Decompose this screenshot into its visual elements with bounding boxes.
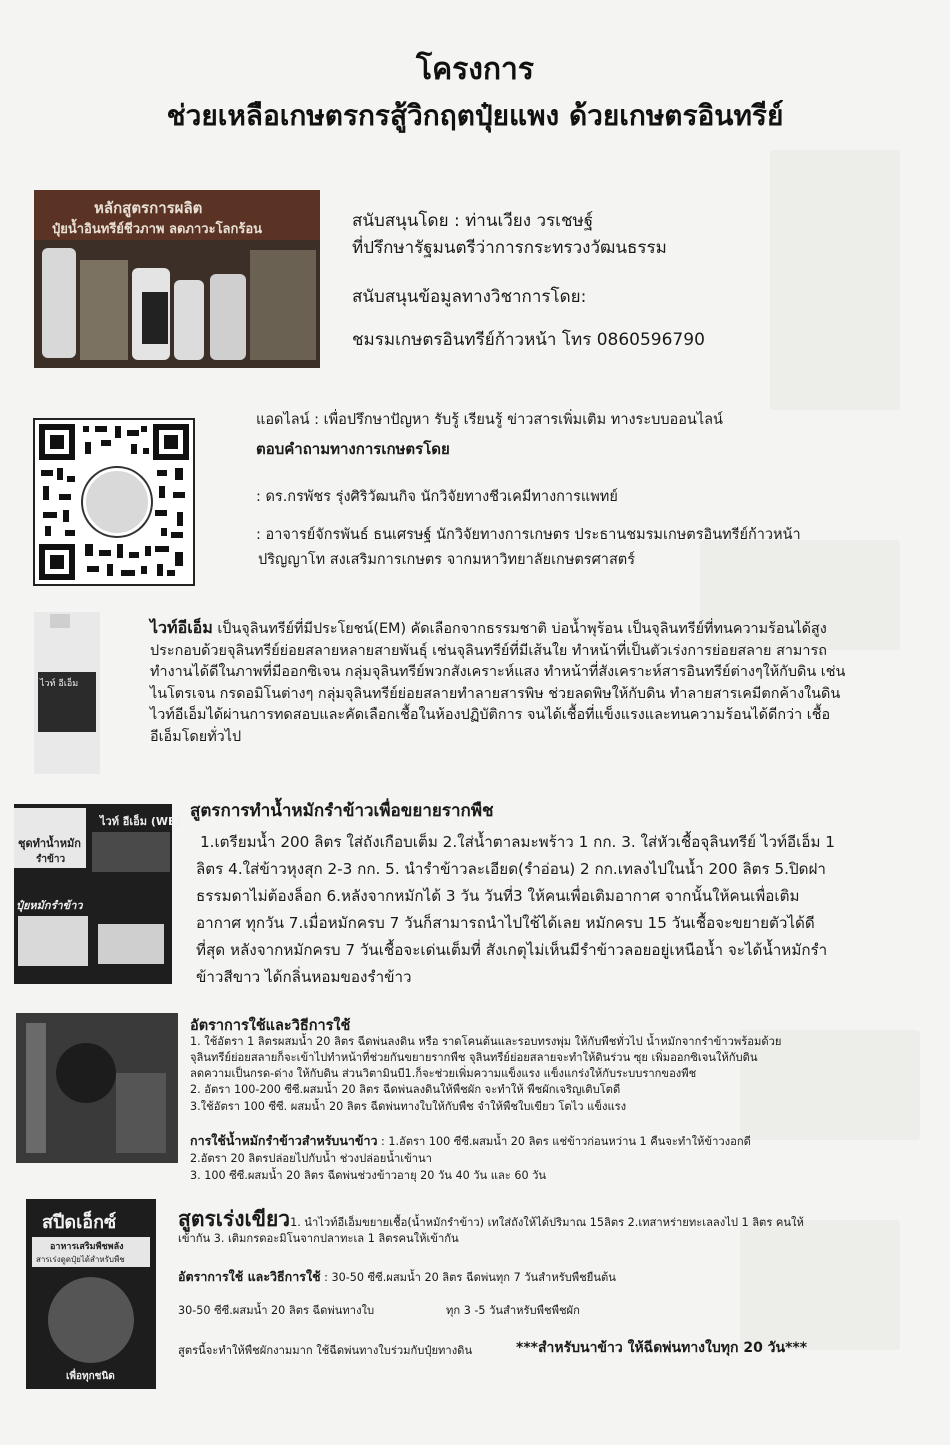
recipe-heading: สูตรการทำน้ำหมักรำข้าวเพื่อขยายรากพืช (190, 801, 494, 821)
recipe-line-5: ที่สุด หลังจากหมักครบ 7 วันเชื้อจะเด่นเต็มที่ สังเกตุไม่เห็นมีรำข้าวลอยอยู่เหนือน้ำ จะได้น้ำหมักรำ (196, 941, 828, 959)
em-name: ไวท์อีเอ็ม (150, 618, 213, 637)
rice-bran-kit-photo (14, 804, 181, 984)
support-by: สนับสนุนโดย : ท่านเวียง วรเชษฐ์ (352, 211, 594, 231)
green-formula-text-1: 1. นำไวท์อีเอ็มขยายเชื้อ(น้ำหมักรำข้าว) เทใส่ถังให้ได้ปริมาณ 15ลิตร 2.เทสาหร่ายทะเลลงไป 1 ลิตร คนให้ (290, 1216, 804, 1229)
recipe-line-6: ข้าวสีขาว ได้กลิ่นหอมของรำข้าว (196, 968, 412, 986)
product-image (92, 832, 170, 872)
kit-label-1: ชุดทำน้ำหมัก (18, 837, 81, 850)
bottle-image (174, 280, 204, 360)
kit-label-4: ปุ๋ยหมักรำข้าว (16, 899, 83, 912)
em-line-2: ประกอบด้วยจุลินทรีย์ย่อยสลายหลายสายพันธุ์ เช่นจุลินทรีย์ที่มีเส้นใย ทำหน้าที่เป็นตัวเร่งการย่อยสลาย สามารถ (150, 642, 827, 659)
rice-usage-line-2: 2.อัตรา 20 ลิตรปล่อยไปกับน้ำ ช่วงปล่อยน้ำเข้านา (190, 1152, 432, 1165)
green-rate-text-1: : 30-50 ซีซี.ผสมน้ำ 20 ลิตร ฉีดพ่นทุก 7 วันสำหรับพืชยืนต้น (320, 1271, 616, 1284)
line-qr-code[interactable] (33, 418, 195, 586)
banner-line1: หลักสูตรการผลิต (94, 199, 203, 217)
recipe-line-2: ลิตร 4.ใส่ข้าวหุงสุก 2-3 กก. 5. นำรำข้าวละเอียด(รำอ่อน) 2 กก.เทลงไปในน้ำ 200 ลิตร 5.ปิดฝา (196, 860, 826, 878)
usage-line-1: 1. ใช้อัตรา 1 ลิตรผสมน้ำ 20 ลิตร ฉีดพ่นลงดิน หรือ ราดโคนต้นและรอบทรงพุ่ม ให้กับพืชทั่วไป น้ำหมักจากรำข้าวพร้อมด้วย (190, 1035, 782, 1048)
plant-field-photo (16, 1013, 178, 1163)
leaf-shape (116, 1073, 166, 1153)
usage-line-4: 2. อัตรา 100-200 ซีซี.ผสมน้ำ 20 ลิตร ฉีดพ่นลงดินให้พืชผัก จะทำให้ พืชผักเจริญเติบโตดี (190, 1083, 621, 1096)
expert-2-degree: ปริญญาโท สงเสริมการเกษตร จากมหาวิทยาลัยเกษตรศาสตร์ (258, 552, 635, 568)
bottle-image (42, 248, 76, 358)
profile-avatar (83, 468, 151, 536)
poster-subtitle: อาหารเสริมพืชพลัง (50, 1242, 124, 1252)
green-rate-heading: อัตราการใช้ และวิธีการใช้ (178, 1269, 321, 1284)
line-add-text: แอดไลน์ : เพื่อปรึกษาปัญหา รับรู้ เรียนรู้ ข่าวสารเพิ่มเติม ทางระบบออนไลน์ (256, 412, 723, 428)
answers-by-heading: ตอบคำถามทางการเกษตรโดย (256, 440, 450, 458)
club-contact: ชมรมเกษตรอินทรีย์ก้าวหน้า โทร 0860596790 (352, 330, 705, 350)
green-formula-heading: สูตรเร่งเขียว (178, 1207, 291, 1231)
bottle-image (210, 274, 246, 360)
rice-usage-heading: การใช้น้ำหมักรำข้าวสำหรับนาข้าว (190, 1133, 378, 1148)
leaf-shape (56, 1043, 116, 1103)
product-image (18, 916, 88, 966)
support-advisor: ที่ปรึกษารัฐมนตรีว่าการกระทรวงวัฒนธรรม (352, 238, 667, 258)
white-em-bottle-photo (34, 612, 100, 774)
green-note: สูตรนี้จะทำให้พืชผักงามมาก ใช้ฉีดพ่นทางใบร่วมกับปุ๋ยทางดิน (178, 1344, 473, 1357)
recipe-steps (196, 829, 850, 991)
academic-support-label: สนับสนุนข้อมูลทางวิชาการโดย: (352, 287, 587, 307)
recipe-line-3: ธรรมดาไม่ต้องล็อก 6.หลังจากหมักได้ 3 วัน วันที่3 ให้คนเพื่อเติมอากาศ จากนั้นให้คนเพื่อเติม (196, 887, 800, 905)
green-rate-line-2a: 30-50 ซีซี.ผสมน้ำ 20 ลิตร ฉีดพ่นทางใบ (178, 1304, 375, 1317)
bottle-label-text: ไวท์ อีเอ็ม (40, 679, 79, 689)
poster-title: สปีดเอ็กซ์ (42, 1212, 117, 1233)
rice-usage-text-1: : 1.อัตรา 100 ซีซี.ผสมน้ำ 20 ลิตร แช่ข้าวก่อนหว่าน 1 คืนจะทำให้ข้าวงอกดี (377, 1135, 751, 1148)
bottle-cap (50, 614, 70, 628)
product-banner-photo (34, 190, 320, 368)
rice-usage-line-1 (190, 1133, 751, 1150)
poster-subtitle-2: สารเร่งดูดปุ๋ยได้สำหรับพืช (36, 1255, 125, 1264)
green-rate-line-2b: ทุก 3 -5 วันสำหรับพืชพืชผัก (446, 1304, 580, 1317)
document-subtitle: ช่วยเหลือเกษตรกรสู้วิกฤตปุ๋ยแพง ด้วยเกษตรอินทรีย์ (166, 99, 784, 132)
plant-stem (26, 1023, 46, 1153)
usage-heading: อัตราการใช้และวิธีการใช้ (190, 1018, 351, 1034)
recipe-line-1: 1.เตรียมน้ำ 200 ลิตร ใส่ถังเกือบเต็ม 2.ใส่น้ำตาลมะพร้าว 1 กก. 3. ใส่หัวเชื้อจุลินทรีย์ ไวท์อีเอ็ม 1 (200, 833, 835, 851)
usage-line-3: ลดความเป็นกรด-ด่าง ให้กับดิน ส่วนวิตามินบี1.ก็จะช่วยเพิ่มความแข็งแรง แข็งแกร่งให้กับระบบรากของพืช (190, 1067, 697, 1080)
document-title: โครงการ (415, 52, 535, 87)
usage-line-5: 3.ใช้อัตรา 100 ซีซี. ผสมน้ำ 20 ลิตร ฉีดพ่นทางใบให้กับพืช จำให้พืชใบเขียว โตไว แข็งแรง (190, 1100, 627, 1113)
em-line-1-text: เป็นจุลินทรีย์ที่มีประโยชน์(EM) คัดเลือกจากธรรมชาติ บ่อน้ำพุร้อน เป็นจุลินทรีย์ที่ทนความร้อนได้สูง (212, 621, 827, 637)
expert-2: : อาจารย์จักรพันธ์ ธนเศรษฐ์ นักวิจัยทางการเกษตร ประธานชมรมเกษตรอินทรีย์ก้าวหน้า (256, 527, 801, 543)
poster-globe-image (48, 1277, 134, 1363)
em-line-3: ทำงานได้ดีในภาพที่มีออกซิเจน กลุ่มจุลินทรีย์พวกสังเคราะห์แสง ทำหน้าที่สังเคราะห์สารอินทรีย์ต่างๆให้กับดิน เช่น (150, 664, 846, 681)
speedx-poster (26, 1199, 156, 1389)
green-note-bold: ***สำหรับนาข้าว ให้ฉีดพ่นทางใบทุก 20 วัน*** (516, 1340, 808, 1356)
bleed-through-shape (740, 1220, 900, 1350)
usage-line-2: จุลินทรีย์ย่อยสลายก็จะเข้าไปทำหน้าที่ช่วยกันขยายรากพืช จุลินทรีย์ย่อยสลายจะทำให้ดินร่วน ซุย เพิ่มออกซิเจนให้กับดิน (190, 1051, 758, 1064)
em-line-1 (150, 617, 910, 641)
rice-usage-line-3: 3. 100 ซีซี.ผสมน้ำ 20 ลิตร ฉีดพ่นช่วงข้าวอายุ 20 วัน 40 วัน และ 60 วัน (190, 1169, 547, 1182)
em-description (150, 617, 910, 749)
recipe-line-4: อากาศ ทุกวัน 7.เมื่อหมักครบ 7 วันก็สามารถนำไปใช้ได้เลย หมักครบ 15 วันเชื้อจะขยายตัวได้ดี (196, 914, 815, 932)
kit-label-3: ไวท์ อีเอ็ม (WE) (100, 815, 181, 828)
plant-image (250, 250, 316, 360)
plant-image (80, 260, 128, 360)
product-image (98, 924, 164, 964)
banner-line2: ปุ๋ยน้ำอินทรีย์ชีวภาพ ลดภาวะโลกร้อน (52, 222, 263, 237)
poster-bottom: เพื่อทุกชนิด (66, 1371, 115, 1382)
green-rate-line-1 (178, 1269, 616, 1286)
em-line-4: ไนโตรเจน กรดอมิโนต่างๆ กลุ่มจุลินทรีย์ย่อยสลายทำลายสารพิษ ช่วยลดพิษให้กับดิน ทำลายสารเคมีตกค้างในดิน (150, 685, 841, 702)
expert-1: : ดร.กรพัชร รุ่งศิริวัฒนกิจ นักวิจัยทางชีวเคมีทางการแพทย์ (256, 489, 618, 505)
bottle-label (142, 292, 168, 344)
kit-label-2: รำข้าว (36, 854, 66, 865)
green-formula-line-2: เข้ากัน 3. เติมกรดอะมิโนจากปลาทะเล 1 ลิตรคนให้เข้ากัน (178, 1232, 459, 1245)
bleed-through-shape (770, 150, 900, 410)
em-line-6: อีเอ็มโดยทั่วไป (150, 728, 242, 745)
em-line-5: ไวท์อีเอ็มได้ผ่านการทดสอบและคัดเลือกเชื้อในห้องปฏิบัติการ จนได้เชื้อที่แข็งแรงและทนความร้อนได้ดีกว่า เชื้อ (150, 707, 831, 724)
